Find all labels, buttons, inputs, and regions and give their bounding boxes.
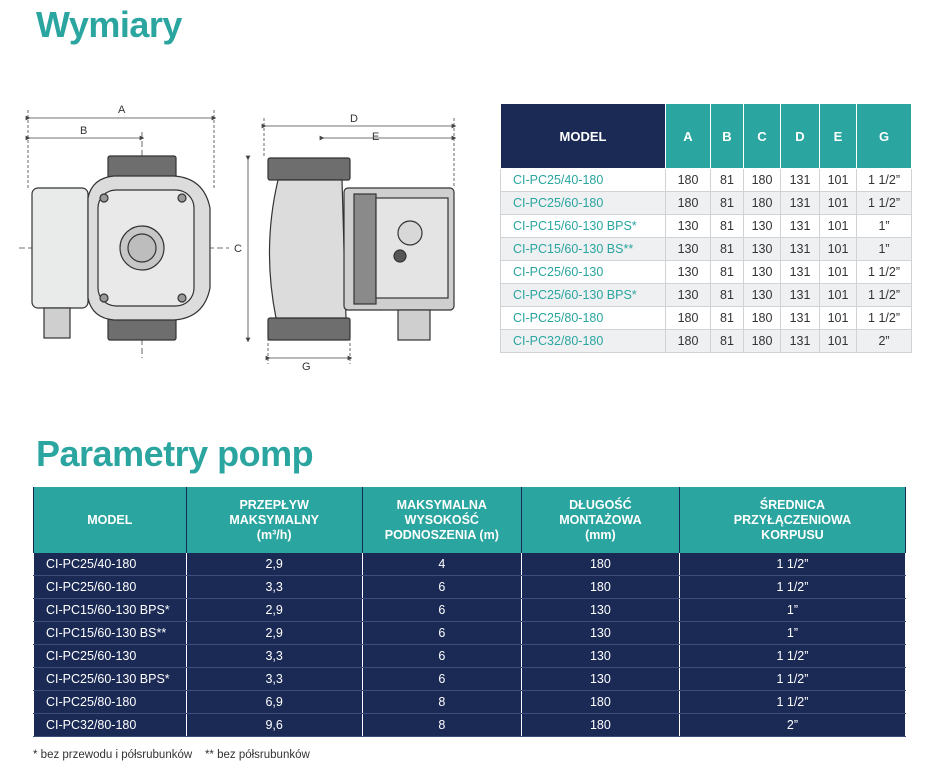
table-row <box>501 284 912 307</box>
dimension-cell: 130 <box>744 215 781 238</box>
table-row <box>501 307 912 330</box>
dimension-cell: 1 1/2” <box>857 192 912 215</box>
parameter-cell: 130 <box>521 645 679 668</box>
parameter-cell: 2” <box>679 714 905 737</box>
dimension-cell: 180 <box>666 307 711 330</box>
parameter-cell: 3,3 <box>186 645 362 668</box>
dimension-cell: 101 <box>820 238 857 261</box>
table-row <box>501 238 912 261</box>
dim-label-b: B <box>80 125 88 137</box>
dimension-cell: 131 <box>781 169 820 192</box>
parameters-header-cell <box>186 487 362 553</box>
model-cell: CI-PC25/40-180 <box>34 553 187 576</box>
dim-label-e: E <box>372 131 380 143</box>
header-a: A <box>666 104 711 169</box>
dimension-cell: 81 <box>711 238 744 261</box>
model-cell: CI-PC25/60-130 <box>501 261 666 284</box>
dimension-cell: 131 <box>781 238 820 261</box>
header-line: PRZEPŁYW <box>239 497 309 512</box>
header-e: E <box>820 104 857 169</box>
dimension-cell: 81 <box>711 330 744 353</box>
header-line: MAKSYMALNY <box>229 512 319 527</box>
model-cell: CI-PC32/80-180 <box>501 330 666 353</box>
header-line: DŁUGOŚĆ <box>569 497 632 512</box>
dimension-cell: 130 <box>744 238 781 261</box>
parameter-cell: 1 1/2” <box>679 645 905 668</box>
parameters-table-body <box>34 553 906 737</box>
header-line: ŚREDNICA <box>759 497 826 512</box>
parameters-header-row <box>34 487 906 553</box>
parameter-cell: 6 <box>362 622 521 645</box>
parameter-cell: 8 <box>362 714 521 737</box>
header-c: C <box>744 104 781 169</box>
parameters-table <box>33 487 906 737</box>
parameter-cell: 3,3 <box>186 576 362 599</box>
dimension-cell: 130 <box>666 215 711 238</box>
header-line: MODEL <box>87 512 133 527</box>
dim-label-d: D <box>350 113 358 125</box>
parameter-cell: 130 <box>521 599 679 622</box>
dimension-cell: 81 <box>711 215 744 238</box>
dimensions-table <box>500 103 912 353</box>
dimension-cell: 1” <box>857 238 912 261</box>
dimension-cell: 130 <box>666 284 711 307</box>
dimension-cell: 101 <box>820 261 857 284</box>
table-row <box>34 599 906 622</box>
parameter-cell: 6 <box>362 668 521 691</box>
dimension-cell: 180 <box>744 307 781 330</box>
table-row <box>34 668 906 691</box>
parameter-cell: 8 <box>362 691 521 714</box>
dimension-cell: 180 <box>666 192 711 215</box>
dimension-cell: 131 <box>781 261 820 284</box>
dim-label-c: C <box>234 243 242 255</box>
parameter-cell: 6 <box>362 645 521 668</box>
dimension-cell: 180 <box>744 330 781 353</box>
dimension-cell: 1 1/2” <box>857 261 912 284</box>
header-d: D <box>781 104 820 169</box>
table-row <box>34 645 906 668</box>
dimension-cell: 1” <box>857 215 912 238</box>
model-cell: CI-PC15/60-130 BPS* <box>501 215 666 238</box>
table-row <box>501 330 912 353</box>
model-cell: CI-PC32/80-180 <box>34 714 187 737</box>
dimension-cell: 101 <box>820 307 857 330</box>
parameter-cell: 130 <box>521 668 679 691</box>
parameter-cell: 130 <box>521 622 679 645</box>
dimension-cell: 81 <box>711 307 744 330</box>
parameter-cell: 180 <box>521 691 679 714</box>
model-cell: CI-PC15/60-130 BS** <box>501 238 666 261</box>
model-cell: CI-PC15/60-130 BPS* <box>34 599 187 622</box>
dim-label-a: A <box>118 104 126 116</box>
dimensions-table-body <box>501 169 912 353</box>
dimension-cell: 131 <box>781 215 820 238</box>
header-g: G <box>857 104 912 169</box>
table-row <box>34 622 906 645</box>
parameter-cell: 1” <box>679 622 905 645</box>
parameter-cell: 2,9 <box>186 553 362 576</box>
parameter-cell: 1” <box>679 599 905 622</box>
dimension-cell: 81 <box>711 192 744 215</box>
table-row <box>501 261 912 284</box>
header-line: (m³/h) <box>256 527 292 542</box>
parameter-cell: 2,9 <box>186 622 362 645</box>
parameter-cell: 9,6 <box>186 714 362 737</box>
parameters-header-cell <box>362 487 521 553</box>
dimension-cell: 81 <box>711 284 744 307</box>
dimension-cell: 1 1/2” <box>857 307 912 330</box>
parameter-cell: 180 <box>521 714 679 737</box>
dimension-cell: 101 <box>820 169 857 192</box>
dimension-cell: 1 1/2” <box>857 169 912 192</box>
parameter-cell: 6 <box>362 599 521 622</box>
dimension-cell: 101 <box>820 192 857 215</box>
model-cell: CI-PC25/60-130 BPS* <box>34 668 187 691</box>
model-cell: CI-PC25/80-180 <box>501 307 666 330</box>
header-line: MONTAŻOWA <box>559 512 642 527</box>
parameter-cell: 1 1/2” <box>679 576 905 599</box>
dimension-cell: 131 <box>781 284 820 307</box>
dimension-cell: 130 <box>744 261 781 284</box>
dimension-cell: 81 <box>711 169 744 192</box>
header-line: WYSOKOŚĆ <box>404 512 479 527</box>
dim-label-g: G <box>302 361 311 373</box>
parameter-cell: 1 1/2” <box>679 691 905 714</box>
parameters-header-cell <box>34 487 187 553</box>
parameter-cell: 180 <box>521 553 679 576</box>
model-cell: CI-PC25/60-130 <box>34 645 187 668</box>
parameters-title: Parametry pomp <box>36 433 314 474</box>
dimension-cell: 101 <box>820 284 857 307</box>
parameters-header-cell <box>521 487 679 553</box>
dimension-cell: 131 <box>781 307 820 330</box>
dimension-cell: 2” <box>857 330 912 353</box>
model-cell: CI-PC25/60-180 <box>34 576 187 599</box>
parameter-cell: 4 <box>362 553 521 576</box>
table-row <box>34 553 906 576</box>
header-line: (mm) <box>585 527 616 542</box>
dimension-cell: 180 <box>744 192 781 215</box>
model-cell: CI-PC25/60-130 BPS* <box>501 284 666 307</box>
model-cell: CI-PC25/80-180 <box>34 691 187 714</box>
model-cell: CI-PC15/60-130 BS** <box>34 622 187 645</box>
footnote: * bez przewodu i półsrubunków ** bez półsrubunków <box>33 749 310 761</box>
parameter-cell: 2,9 <box>186 599 362 622</box>
header-model: MODEL <box>501 104 666 169</box>
dimension-cell: 130 <box>666 261 711 284</box>
parameter-cell: 6 <box>362 576 521 599</box>
parameter-cell: 6,9 <box>186 691 362 714</box>
parameters-header-cell <box>679 487 905 553</box>
table-row <box>501 192 912 215</box>
dimension-cell: 130 <box>744 284 781 307</box>
header-line: KORPUSU <box>761 527 824 542</box>
dimension-cell: 131 <box>781 330 820 353</box>
header-line: MAKSYMALNA <box>396 497 487 512</box>
parameter-cell: 180 <box>521 576 679 599</box>
dimension-cell: 101 <box>820 215 857 238</box>
dimension-cell: 130 <box>666 238 711 261</box>
header-b: B <box>711 104 744 169</box>
dimension-cell: 1 1/2” <box>857 284 912 307</box>
header-line: PRZYŁĄCZENIOWA <box>733 512 852 527</box>
parameter-cell: 1 1/2” <box>679 668 905 691</box>
parameter-cell: 3,3 <box>186 668 362 691</box>
dimension-cell: 131 <box>781 192 820 215</box>
dimension-cell: 180 <box>666 330 711 353</box>
pump-technical-drawing <box>14 98 484 378</box>
dimensions-header-row <box>501 104 912 169</box>
dimension-cell: 81 <box>711 261 744 284</box>
table-row <box>34 691 906 714</box>
table-row <box>34 714 906 737</box>
parameter-cell: 1 1/2” <box>679 553 905 576</box>
dimension-cell: 180 <box>744 169 781 192</box>
table-row <box>34 576 906 599</box>
dimension-cell: 180 <box>666 169 711 192</box>
model-cell: CI-PC25/60-180 <box>501 192 666 215</box>
header-line: PODNOSZENIA (m) <box>384 527 499 542</box>
table-row <box>501 215 912 238</box>
model-cell: CI-PC25/40-180 <box>501 169 666 192</box>
table-row <box>501 169 912 192</box>
dimensions-title: Wymiary <box>36 4 182 45</box>
dimension-cell: 101 <box>820 330 857 353</box>
